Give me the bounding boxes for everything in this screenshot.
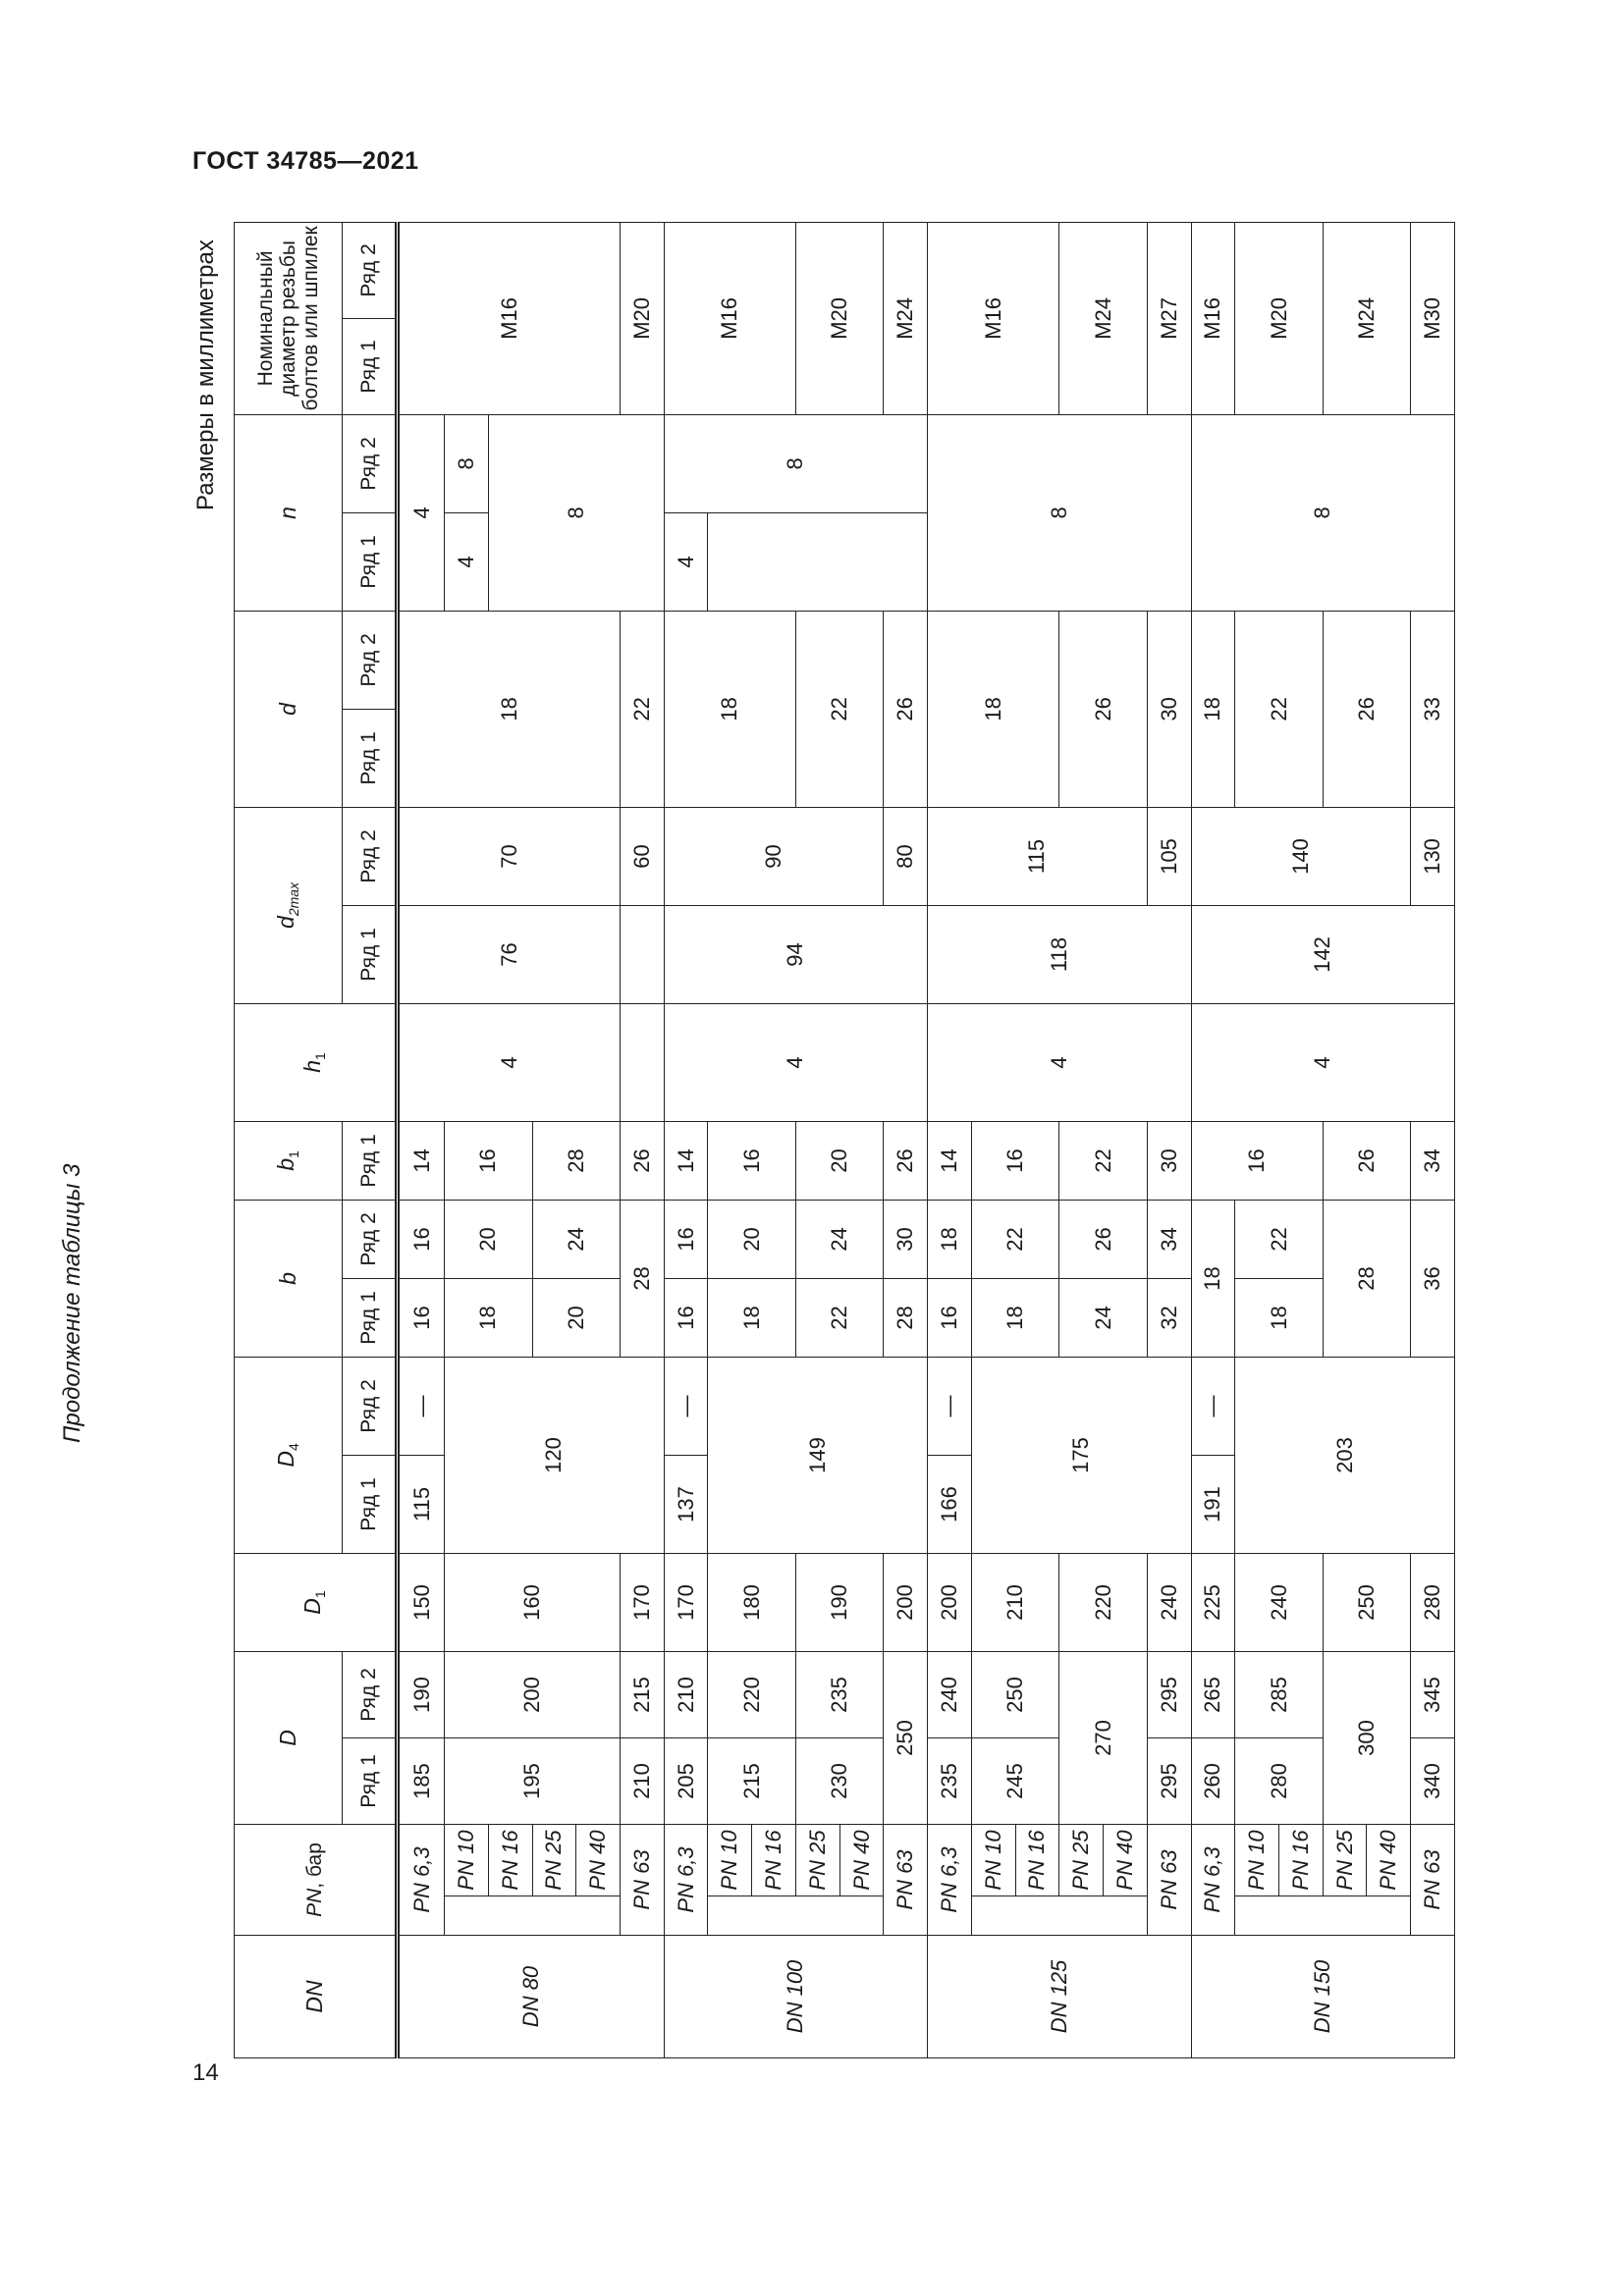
value-cell: 22 xyxy=(620,611,664,807)
value-cell: 16 xyxy=(398,1278,445,1357)
value-cell: 235 xyxy=(795,1651,883,1737)
col-d: d xyxy=(235,611,343,807)
value-cell: 8 xyxy=(928,414,1191,611)
value-cell: 94 xyxy=(664,905,927,1003)
D-row2: Ряд 2 xyxy=(343,1651,398,1737)
value-cell: 250 xyxy=(971,1651,1058,1737)
pn-cell: PN 63 xyxy=(1147,1824,1191,1935)
value-cell: 137 xyxy=(664,1455,708,1553)
value-cell: 240 xyxy=(1147,1553,1191,1651)
value-cell: M20 xyxy=(620,222,664,414)
value-cell: 240 xyxy=(1235,1553,1323,1651)
value-cell: 150 xyxy=(398,1553,445,1651)
value-cell: 4 xyxy=(398,1003,621,1121)
pn-cell: PN 63 xyxy=(884,1824,928,1935)
value-cell: 34 xyxy=(1411,1121,1455,1200)
D4-row2: Ряд 2 xyxy=(343,1357,398,1455)
value-cell: M16 xyxy=(664,222,795,414)
value-cell: 24 xyxy=(1059,1278,1147,1357)
value-cell: 18 xyxy=(1191,611,1235,807)
table-row xyxy=(664,222,708,2057)
value-cell: — xyxy=(664,1357,708,1455)
pn-cell: PN 63 xyxy=(620,1824,664,1935)
value-cell: 180 xyxy=(708,1553,795,1651)
value-cell: 220 xyxy=(708,1651,795,1737)
value-cell: 210 xyxy=(664,1651,708,1737)
dn-cell: DN 100 xyxy=(664,1936,927,2058)
value-cell: 265 xyxy=(1191,1651,1235,1737)
value-cell: 205 xyxy=(664,1737,708,1824)
b-row2: Ряд 2 xyxy=(343,1200,398,1278)
value-cell: 235 xyxy=(928,1737,972,1824)
value-cell: 24 xyxy=(795,1200,883,1278)
pn-cell: PN 6,3 xyxy=(398,1824,445,1935)
value-cell: M24 xyxy=(1059,222,1147,414)
col-b1: $b_1$ xyxy=(235,1121,343,1200)
pn-cell: PN 10 xyxy=(708,1824,752,1896)
value-cell: 28 xyxy=(620,1200,664,1357)
flange-dimensions-table-container xyxy=(234,226,1455,2058)
bolt-row2: Ряд 2 xyxy=(343,222,398,318)
value-cell: 142 xyxy=(1191,905,1454,1003)
value-cell: 300 xyxy=(1323,1651,1410,1824)
value-cell: 18 xyxy=(398,611,621,807)
pn-cell: PN 6,3 xyxy=(664,1824,708,1935)
value-cell: 30 xyxy=(884,1200,928,1278)
value-cell: 191 xyxy=(1191,1455,1235,1553)
value-cell: 20 xyxy=(795,1121,883,1200)
value-cell: 16 xyxy=(1191,1121,1323,1200)
units-note: Размеры в миллиметрах xyxy=(192,240,219,510)
value-cell: 16 xyxy=(664,1278,708,1357)
value-cell: 260 xyxy=(1191,1737,1235,1824)
value-cell: 18 xyxy=(1235,1278,1323,1357)
table-caption: Продолжение таблицы 3 xyxy=(59,1163,85,1443)
dn-cell: DN 125 xyxy=(928,1936,1191,2058)
value-cell: 30 xyxy=(1147,1121,1191,1200)
value-cell: 130 xyxy=(1411,807,1455,905)
value-cell: 26 xyxy=(1059,611,1147,807)
value-cell: 76 xyxy=(398,905,621,1003)
value-cell: 28 xyxy=(532,1121,620,1200)
value-cell: 22 xyxy=(795,1278,883,1357)
value-cell: 166 xyxy=(928,1455,972,1553)
value-cell: 115 xyxy=(928,807,1148,905)
value-cell: 295 xyxy=(1147,1651,1191,1737)
value-cell: 16 xyxy=(971,1121,1058,1200)
d-row2: Ряд 2 xyxy=(343,611,398,709)
pn-cell: PN 10 xyxy=(971,1824,1015,1896)
value-cell: 16 xyxy=(445,1121,532,1200)
value-cell: 14 xyxy=(928,1121,972,1200)
pn-cell: PN 63 xyxy=(1411,1824,1455,1935)
value-cell: M30 xyxy=(1411,222,1455,414)
value-cell: 4 xyxy=(445,512,489,611)
value-cell: 225 xyxy=(1191,1553,1235,1651)
value-cell: 170 xyxy=(620,1553,664,1651)
value-cell: 115 xyxy=(398,1455,445,1553)
value-cell: 250 xyxy=(1323,1553,1410,1651)
value-cell: 8 xyxy=(664,414,927,512)
value-cell: M24 xyxy=(884,222,928,414)
value-cell: 140 xyxy=(1191,807,1411,905)
value-cell: 20 xyxy=(532,1278,620,1357)
value-cell: 215 xyxy=(620,1651,664,1737)
value-cell: — xyxy=(928,1357,972,1455)
pn-cell: PN 6,3 xyxy=(928,1824,972,1935)
value-cell: 200 xyxy=(445,1651,621,1737)
col-h1: $h_1$ xyxy=(235,1003,398,1121)
value-cell: 280 xyxy=(1235,1737,1323,1824)
value-cell: 195 xyxy=(445,1737,621,1824)
value-cell: 18 xyxy=(971,1278,1058,1357)
value-cell: 32 xyxy=(1147,1278,1191,1357)
value-cell: 16 xyxy=(928,1278,972,1357)
value-cell: 28 xyxy=(1323,1200,1410,1357)
col-pn: PN, бар xyxy=(235,1824,398,1935)
value-cell: 20 xyxy=(445,1200,532,1278)
flange-dimensions-table xyxy=(234,222,1455,2058)
value-cell: M27 xyxy=(1147,222,1191,414)
value-cell: 70 xyxy=(398,807,621,905)
value-cell: 16 xyxy=(708,1121,795,1200)
value-cell: 14 xyxy=(664,1121,708,1200)
value-cell: 80 xyxy=(884,807,928,905)
value-cell: 203 xyxy=(1235,1357,1455,1553)
value-cell: 18 xyxy=(445,1278,532,1357)
col-D1: $D_1$ xyxy=(235,1553,398,1651)
value-cell: 280 xyxy=(1411,1553,1455,1651)
value-cell: M16 xyxy=(398,222,621,414)
dn-cell: DN 150 xyxy=(1191,1936,1454,2058)
D-row1: Ряд 1 xyxy=(343,1737,398,1824)
D4-row1: Ряд 1 xyxy=(343,1455,398,1553)
value-cell: 22 xyxy=(1235,611,1323,807)
value-cell: 24 xyxy=(532,1200,620,1278)
d2-row1: Ряд 1 xyxy=(343,905,398,1003)
col-n: n xyxy=(235,414,343,611)
value-cell: — xyxy=(398,1357,445,1455)
value-cell: 16 xyxy=(398,1200,445,1278)
value-cell: M20 xyxy=(1235,222,1323,414)
value-cell: 210 xyxy=(620,1737,664,1824)
value-cell: 8 xyxy=(445,414,489,512)
value-cell: 18 xyxy=(928,1200,972,1278)
pn-cell: PN 16 xyxy=(1279,1824,1324,1896)
header-row-2 xyxy=(343,222,398,2057)
table-row xyxy=(1191,222,1235,2057)
pn-cell: PN 40 xyxy=(576,1824,621,1896)
table-row xyxy=(928,222,972,2057)
b-row1: Ряд 1 xyxy=(343,1278,398,1357)
value-cell: 26 xyxy=(1323,1121,1410,1200)
col-D: D xyxy=(235,1651,343,1824)
value-cell: 26 xyxy=(884,611,928,807)
value-cell: 190 xyxy=(795,1553,883,1651)
value-cell: 60 xyxy=(620,807,664,905)
value-cell: 30 xyxy=(1147,611,1191,807)
value-cell: 26 xyxy=(620,1121,664,1200)
value-cell: 22 xyxy=(971,1200,1058,1278)
value-cell: 345 xyxy=(1411,1651,1455,1737)
value-cell: 295 xyxy=(1147,1737,1191,1824)
pn-cell: PN 25 xyxy=(1323,1824,1367,1896)
value-cell: 22 xyxy=(1235,1200,1323,1278)
table-row xyxy=(445,222,489,2057)
value-cell: 8 xyxy=(1191,414,1454,611)
pn-cell: PN 6,3 xyxy=(1191,1824,1235,1935)
header-row-1 xyxy=(235,222,343,2057)
value-cell: 160 xyxy=(445,1553,621,1651)
value-cell: 33 xyxy=(1411,611,1455,807)
col-dn: DN xyxy=(235,1936,398,2058)
value-cell: 4 xyxy=(664,1003,927,1121)
col-D4: $D_4$ xyxy=(235,1357,343,1553)
pn-cell: PN 40 xyxy=(1367,1824,1411,1896)
value-cell: 120 xyxy=(445,1357,665,1553)
col-b: b xyxy=(235,1200,343,1357)
pn-cell: PN 16 xyxy=(488,1824,532,1896)
page-number: 14 xyxy=(192,2059,219,2086)
value-cell: 190 xyxy=(398,1651,445,1737)
value-cell: — xyxy=(1191,1357,1235,1455)
value-cell: 16 xyxy=(664,1200,708,1278)
pn-cell: PN 10 xyxy=(445,1824,489,1896)
value-cell: 245 xyxy=(971,1737,1058,1824)
col-bolt: Номинальный диаметр резьбы болтов или шпилек xyxy=(235,222,343,414)
pn-cell: PN 10 xyxy=(1235,1824,1279,1896)
n-row2: Ряд 2 xyxy=(343,414,398,512)
table-row xyxy=(398,222,445,2057)
value-cell: 36 xyxy=(1411,1200,1455,1357)
bolt-row1: Ряд 1 xyxy=(343,318,398,414)
value-cell: 4 xyxy=(664,512,708,611)
d-row1: Ряд 1 xyxy=(343,709,398,807)
value-cell: 118 xyxy=(928,905,1191,1003)
pn-cell: PN 25 xyxy=(532,1824,576,1896)
pn-cell: PN 40 xyxy=(839,1824,884,1896)
value-cell: 175 xyxy=(971,1357,1191,1553)
pn-cell: PN 25 xyxy=(795,1824,839,1896)
value-cell: 4 xyxy=(398,414,445,611)
value-cell: 18 xyxy=(708,1278,795,1357)
value-cell: 270 xyxy=(1059,1651,1147,1824)
value-cell: 185 xyxy=(398,1737,445,1824)
n-row1: Ряд 1 xyxy=(343,512,398,611)
value-cell: 20 xyxy=(708,1200,795,1278)
dn-cell: DN 80 xyxy=(398,1936,665,2058)
value-cell: 220 xyxy=(1059,1553,1147,1651)
value-cell: 18 xyxy=(1191,1200,1235,1357)
value-cell: 22 xyxy=(1059,1121,1147,1200)
value-cell: 340 xyxy=(1411,1737,1455,1824)
col-d2max: $d_{2max}$ xyxy=(235,807,343,1003)
value-cell: M24 xyxy=(1323,222,1410,414)
value-cell: 90 xyxy=(664,807,884,905)
value-cell: 200 xyxy=(928,1553,972,1651)
value-cell: 18 xyxy=(928,611,1059,807)
value-cell: M16 xyxy=(928,222,1059,414)
value-cell: 215 xyxy=(708,1737,795,1824)
value-cell: 200 xyxy=(884,1553,928,1651)
value-cell: 26 xyxy=(1059,1200,1147,1278)
value-cell: M16 xyxy=(1191,222,1235,414)
value-cell: 4 xyxy=(1191,1003,1454,1121)
standard-header: ГОСТ 34785—2021 xyxy=(192,147,419,175)
value-cell: 14 xyxy=(398,1121,445,1200)
value-cell: 22 xyxy=(795,611,883,807)
pn-cell: PN 25 xyxy=(1059,1824,1104,1896)
value-cell: 250 xyxy=(884,1651,928,1824)
value-cell: M20 xyxy=(795,222,883,414)
value-cell: 210 xyxy=(971,1553,1058,1651)
value-cell: 240 xyxy=(928,1651,972,1737)
b1-row1: Ряд 1 xyxy=(343,1121,398,1200)
value-cell: 149 xyxy=(708,1357,928,1553)
pn-cell: PN 40 xyxy=(1104,1824,1148,1896)
value-cell: 26 xyxy=(1323,611,1410,807)
value-cell: 8 xyxy=(488,414,664,611)
value-cell: 285 xyxy=(1235,1651,1323,1737)
value-cell: 28 xyxy=(884,1278,928,1357)
pn-cell: PN 16 xyxy=(752,1824,796,1896)
value-cell: 18 xyxy=(664,611,795,807)
value-cell: 230 xyxy=(795,1737,883,1824)
value-cell: 170 xyxy=(664,1553,708,1651)
value-cell: 4 xyxy=(928,1003,1191,1121)
value-cell: 105 xyxy=(1147,807,1191,905)
value-cell: 34 xyxy=(1147,1200,1191,1278)
value-cell: 26 xyxy=(884,1121,928,1200)
pn-cell: PN 16 xyxy=(1015,1824,1059,1896)
d2-row2: Ряд 2 xyxy=(343,807,398,905)
